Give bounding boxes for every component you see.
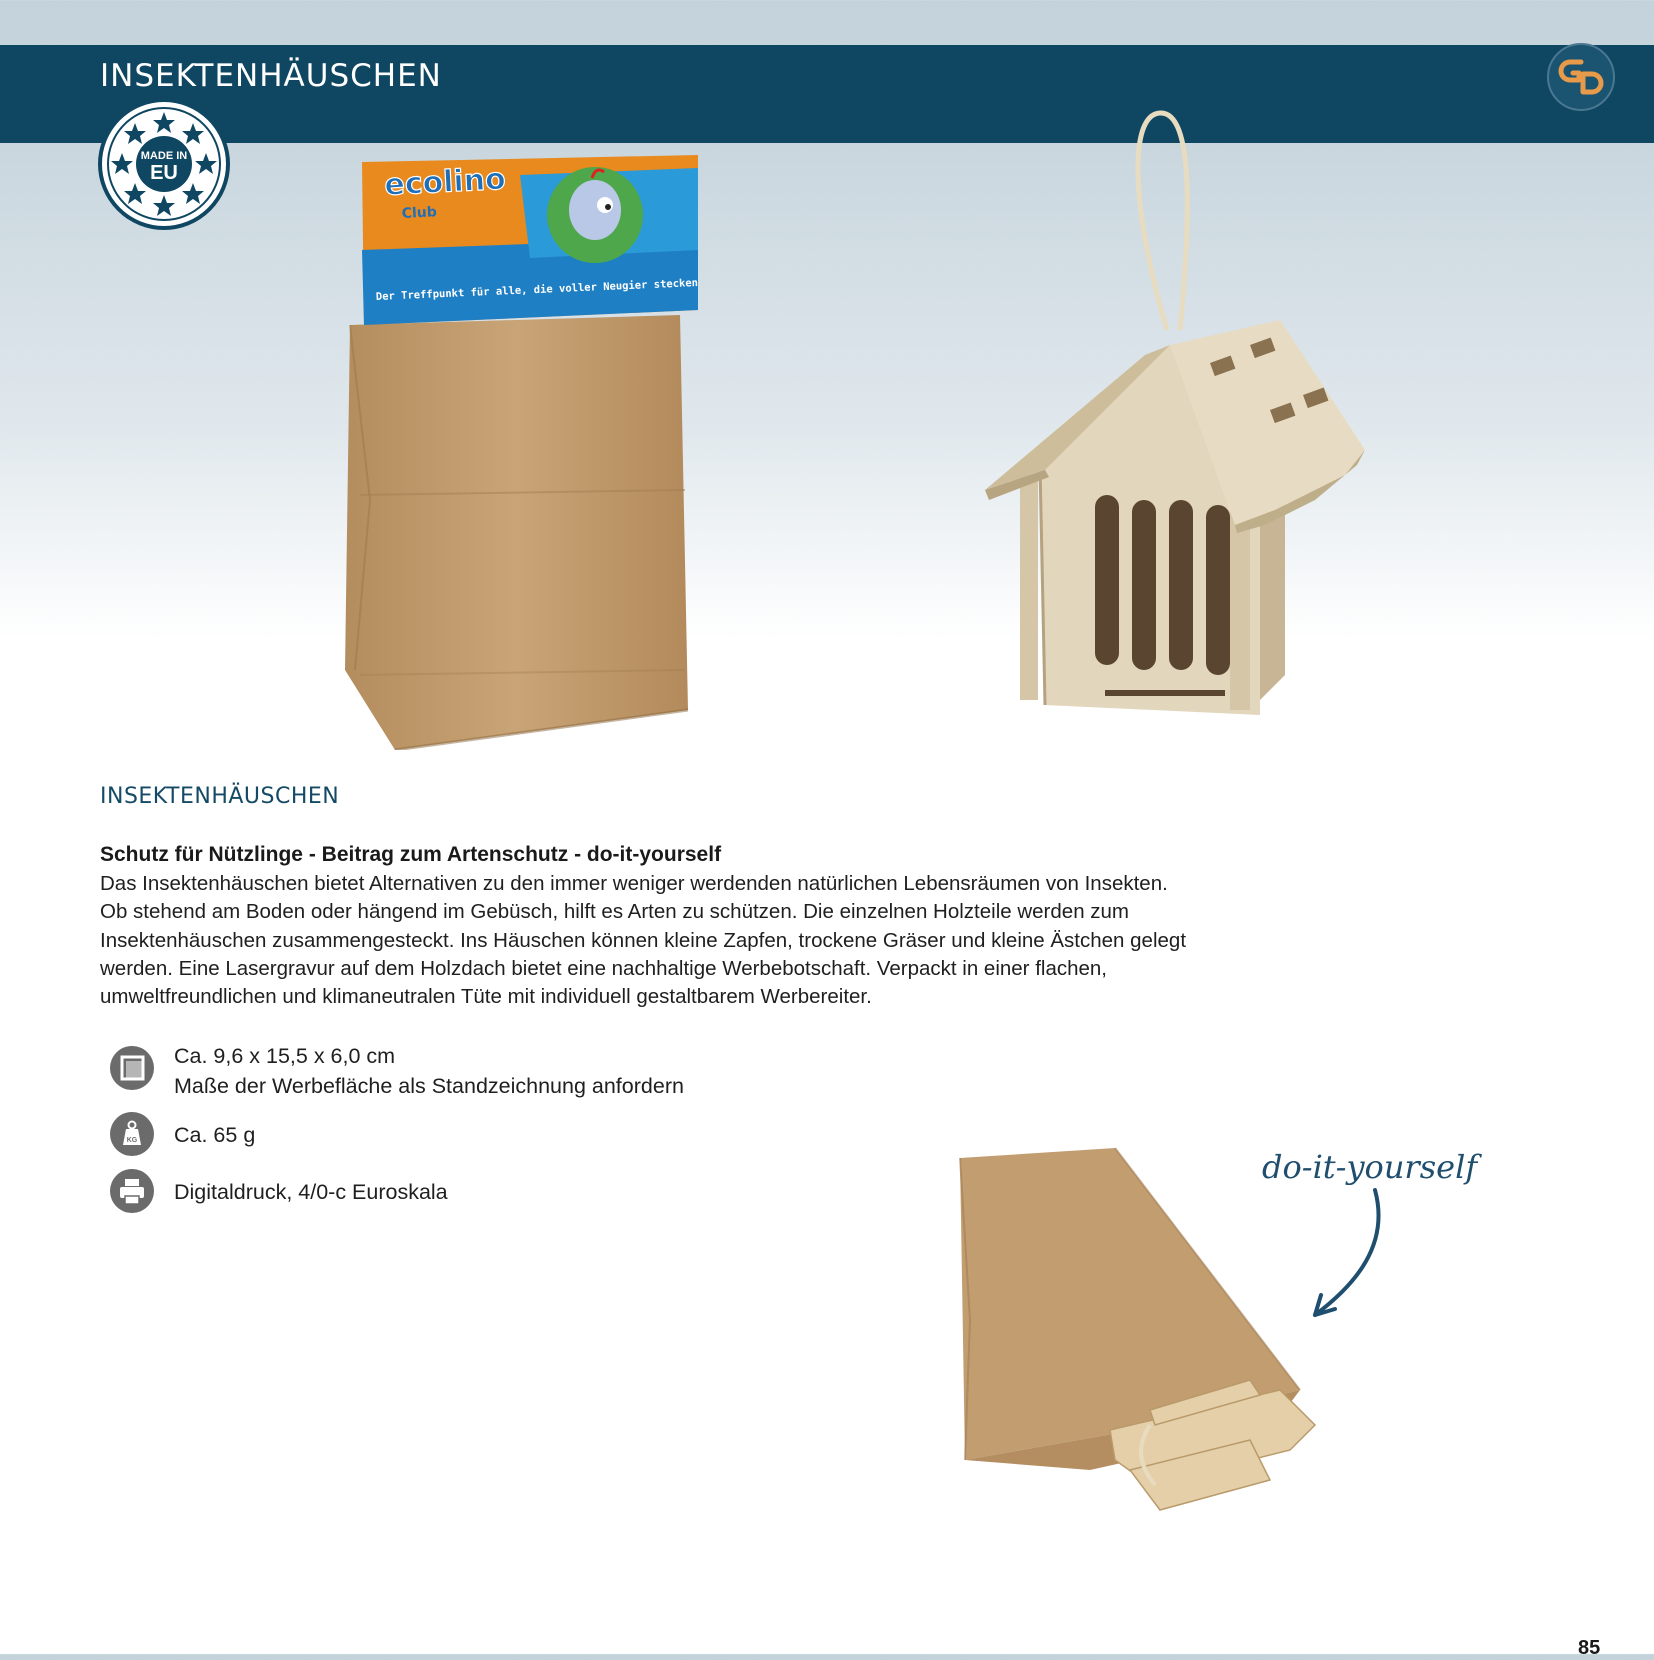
gd-brand-logo-icon: [1546, 42, 1616, 112]
weight-icon: [110, 1112, 154, 1156]
curved-arrow-icon: [1295, 1185, 1385, 1325]
dimensions-icon: [110, 1046, 154, 1090]
insect-house-product-image: [985, 105, 1375, 755]
paper-bag-product-image: [340, 150, 730, 750]
product-subtitle: Schutz für Nützlinge - Beitrag zum Artenschutz - do-it-yourself: [100, 843, 722, 866]
brand-sub: Club: [401, 204, 438, 222]
description-line: umweltfreundlichen und klimaneutralen Tüte mit individuell gestaltbarem Werbereiter.: [100, 985, 872, 1009]
page-title: INSEKTENHÄUSCHEN: [100, 58, 442, 94]
badge-line1: MADE IN: [140, 150, 188, 162]
card-slogan: Der Treffpunkt für alle, die voller Neugier stecken: [375, 276, 699, 303]
page-number: 85: [1578, 1637, 1601, 1659]
printer-icon: [110, 1169, 154, 1213]
section-title: INSEKTENHÄUSCHEN: [100, 784, 340, 809]
brand-name: ecolino: [383, 161, 507, 203]
description-line: Insektenhäuschen zusammengesteckt. Ins Häuschen können kleine Zapfen, trockene Gräser und kleine Ästchen gelegt: [100, 928, 1187, 952]
spec-print-value: Digitaldruck, 4/0-c Euroskala: [174, 1180, 448, 1204]
made-in-eu-badge: [97, 97, 231, 231]
spec-weight-value: Ca. 65 g: [174, 1123, 256, 1147]
spec-dimensions-note: Maße der Werbefläche als Standzeichnung anfordern: [174, 1074, 684, 1098]
svg-text:KG: KG: [126, 1137, 138, 1144]
description-line: Ob stehend am Boden oder hängend im Gebüsch, hilft es Arten zu schützen. Die einzelnen Holzteile werden zum: [100, 900, 1130, 924]
description-line: Das Insektenhäuschen bietet Alternativen zu den immer weniger werdenden natürlichen Lebensräumen von Insekten.: [100, 872, 1168, 895]
product-description: [100, 870, 1280, 1011]
diy-label: do-it-yourself: [1262, 1148, 1478, 1186]
description-line: werden. Eine Lasergravur auf dem Holzdach bietet eine nachhaltige Werbebotschaft. Verpackt in einer flachen,: [100, 956, 1108, 980]
spec-dimensions-value: Ca. 9,6 x 15,5 x 6,0 cm: [174, 1044, 396, 1068]
badge-line2: EU: [150, 162, 178, 184]
